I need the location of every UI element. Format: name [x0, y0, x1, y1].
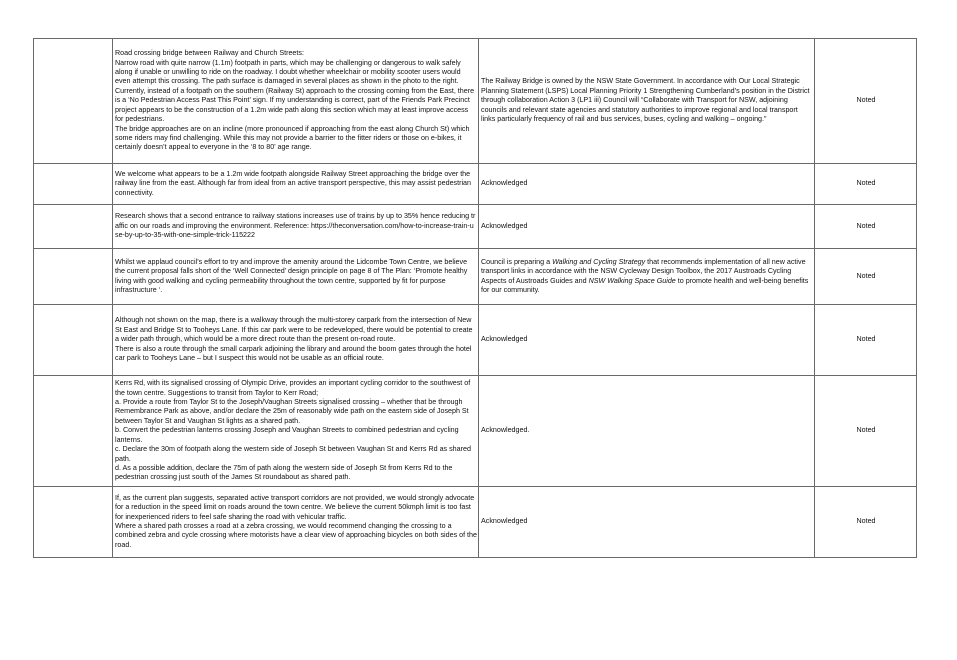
outcome-cell: Noted [815, 376, 917, 487]
response-cell: Acknowledged [479, 205, 815, 249]
submission-cell [113, 305, 479, 376]
submission-cell [113, 39, 479, 164]
submission-text: c. Declare the 30m of footpath along the western side of Joseph St between Vaughan St and Kerrs Rd as shared path. [115, 445, 471, 463]
outcome-cell: Noted [815, 249, 917, 305]
response-cell: The Railway Bridge is owned by the NSW State Government. In accordance with Our Local Strategic Planning Statement (LSPS) Local Planning Priority 1 Strengthening Cumberland’s position in the District through collaboration Action 3 (LP1 iii) Council will “Collaborate with Transport for NSW, adjoining councils and relevant state agencies and statutory authorities to improve regional and local transport links particularly frequency of rail and bus services, buses, cycling and walking – ongoing.” [479, 39, 815, 164]
submission-text: Narrow road with quite narrow (1.1m) footpath in parts, which may be challenging or dangerous to walk safely along if unable or unwilling to ride on the roadway. I doubt whether wheelchair or mobility scooter users would even attempt this crossing. The path surface is damaged in several places as shown in the photo to the right. [115, 58, 461, 86]
submission-text: Currently, instead of a footpath on the southern (Railway St) approach to the crossing coming from the East, there is a ‘No Pedestrian Access Past This Point’ sign. If my understanding is correct, part of the Friends Park Precinct project appears to be the construction of a 1.2m wide path along this section which may at least improve access for pedestrians. [115, 86, 475, 124]
submission-cell [113, 205, 479, 249]
outcome-cell: Noted [815, 305, 917, 376]
table-row [34, 487, 917, 558]
response-emphasis: NSW Walking Space Guide [588, 276, 676, 285]
response-cell: Acknowledged [479, 164, 815, 205]
row-number-cell [34, 487, 113, 558]
submission-text: d. As a possible addition, declare the 75m of path along the western side of Joseph St from Kerrs Rd to the pedestrian crossing just south of the James St roundabout as shared path. [115, 463, 453, 482]
submission-cell [113, 487, 479, 558]
submission-text: There is also a route through the small carpark adjoining the library and around the boom gates through the hotel car park to Tooheys Lane – but I suspect this would not be usable as an official route. [115, 344, 472, 363]
table-row [34, 376, 917, 487]
outcome-cell: Noted [815, 487, 917, 558]
response-cell: Acknowledged. [479, 376, 815, 487]
response-text: to promote health and well-being benefits for our community. [481, 276, 809, 294]
submission-text: Whilst we applaud council’s effort to try and improve the amenity around the Lidcombe Town Centre, we believe the current proposal falls short of the ‘Well Connected’ design principle on page 8 of The Plan: ‘Promote healthy living with good walking and cycling permeability throughout the town centre, supported by fit for purpose infrastructure ‘. [115, 257, 468, 294]
response-text: that recommends implementation of all new active transport links in accordance with the NSW Cycleway Design Toolbox, the 2017 Austroads Cycling Aspects of Austroads Guides and [481, 257, 806, 285]
submission-text: Although not shown on the map, there is a walkway through the multi-storey carpark from the intersection of New St East and Bridge St to Tooheys Lane. If this car park were to be redeveloped, there would be potential to create a wider path through, which would be a more direct route than the present on-road route. [115, 316, 473, 344]
outcome-cell: Noted [815, 164, 917, 205]
submission-text: Where a shared path crosses a road at a zebra crossing, we would recommend changing the crossing to a combined zebra and cycle crossing where motorists have a clear view of approaching bicycles on both sides of the road. [115, 522, 477, 549]
submission-cell [113, 376, 479, 487]
response-cell [479, 249, 815, 305]
submission-text: If, as the current plan suggests, separated active transport corridors are not provided, we would strongly advocate for a reduction in the speed limit on roads around the town centre. We believe the current 50kmph limit is too fast for inexperienced riders to feel safe sharing the road with vehicular traffic. [115, 493, 475, 521]
submissions-table [33, 38, 917, 558]
row-number-cell [34, 205, 113, 249]
submission-text: b. Convert the pedestrian lanterns crossing Joseph and Vaughan Streets to combined pedestrian and cycling lanterns. [115, 426, 459, 444]
response-cell: Acknowledged [479, 487, 815, 558]
row-number-cell [34, 376, 113, 487]
submission-cell [113, 249, 479, 305]
table-row [34, 39, 917, 164]
row-number-cell [34, 39, 113, 164]
outcome-cell: Noted [815, 39, 917, 164]
response-cell: Acknowledged [479, 305, 815, 376]
outcome-cell: Noted [815, 205, 917, 249]
row-number-cell [34, 305, 113, 376]
submission-text: The bridge approaches are on an incline (more pronounced if approaching from the east along Church St) which some riders may find challenging. While this may not provide a barrier to the fitter riders or those on e-bikes, it certainly doesn’t appeal to everyone in the ‘8 to 80’ age range. [115, 124, 470, 152]
submission-cell [113, 164, 479, 205]
submission-text: We welcome what appears to be a 1.2m wide footpath alongside Railway Street approaching the bridge over the railway line from the east. Although far from ideal from an active transport perspective, this may assist pedestrian connectivity. [115, 169, 472, 197]
submission-text: Kerrs Rd, with its signalised crossing of Olympic Drive, provides an important cycling corridor to the southwest of the town centre. Suggestions to transit from Taylor to Kerr Road; [115, 379, 471, 397]
table-row [34, 164, 917, 205]
row-number-cell [34, 249, 113, 305]
table-row [34, 249, 917, 305]
submission-text: Road crossing bridge between Railway and Church Streets: [115, 49, 304, 58]
response-text: Council is preparing a [481, 257, 553, 266]
submission-text: a. Provide a route from Taylor St to the Joseph/Vaughan Streets signalised crossing – whether that be through Remembrance Park as above, and/or declare the 25m of reasonably wide path on the eastern side of Joseph St between Taylor St and Vaughan St lights as a shared path. [115, 398, 469, 425]
table-row [34, 305, 917, 376]
table-row [34, 205, 917, 249]
response-emphasis: Walking and Cycling Strategy [552, 257, 646, 266]
row-number-cell [34, 164, 113, 205]
submission-text: Research shows that a second entrance to railway stations increases use of trains by up to 35% hence reducing traffic on our roads and improving the environment. Reference: https://theconversation.com/how-to-increase-train-use-by-up-to-35-with-one-simple-trick-115222 [115, 212, 476, 240]
